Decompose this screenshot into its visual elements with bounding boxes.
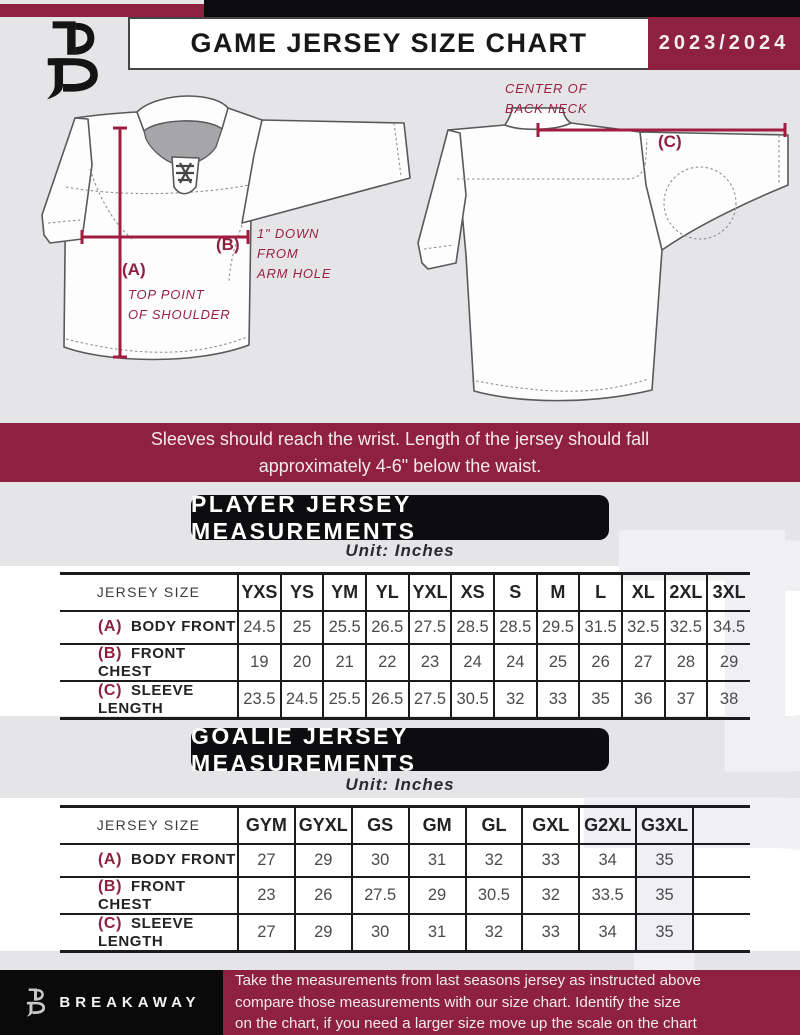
measure-key: (A) xyxy=(98,618,123,635)
measurement-row xyxy=(60,681,750,719)
measurement-value: 24 xyxy=(451,644,494,681)
measurement-row-label xyxy=(60,914,238,952)
measurement-value: 28.5 xyxy=(451,611,494,644)
size-column-header: YL xyxy=(366,574,409,611)
size-column-header: GYM xyxy=(238,807,295,844)
measurement-value: 36 xyxy=(622,681,665,719)
season-box xyxy=(648,17,800,70)
size-column-header: GYXL xyxy=(295,807,352,844)
footer-line1: Take the measurements from last seasons jersey as instructed above xyxy=(235,972,701,990)
size-column-header: YS xyxy=(281,574,324,611)
measurement-value xyxy=(693,877,750,914)
measurement-value: 32 xyxy=(466,844,523,877)
measure-label: SLEEVE LENGTH xyxy=(98,681,194,717)
measurement-value: 31.5 xyxy=(579,611,622,644)
measurement-value: 27 xyxy=(622,644,665,681)
measure-label: FRONT CHEST xyxy=(98,877,186,913)
measurement-row xyxy=(60,611,750,644)
player-unit-label: Unit: Inches xyxy=(345,541,455,560)
measure-key: (C) xyxy=(98,914,123,932)
measurement-value: 29.5 xyxy=(537,611,580,644)
measurement-value: 30 xyxy=(352,914,409,952)
measurement-value: 29 xyxy=(295,914,352,952)
size-column-header: GM xyxy=(409,807,466,844)
measurement-value: 25 xyxy=(537,644,580,681)
measurement-value: 27 xyxy=(238,844,295,877)
measurement-value: 38 xyxy=(707,681,750,719)
measurement-value: 27 xyxy=(238,914,295,952)
measurement-value: 26 xyxy=(295,877,352,914)
size-header-row xyxy=(60,574,750,611)
measurement-value: 35 xyxy=(636,877,693,914)
measurement-value: 32.5 xyxy=(622,611,665,644)
measurement-row xyxy=(60,914,750,952)
size-column-header: GXL xyxy=(522,807,579,844)
measurement-value: 27.5 xyxy=(409,681,452,719)
measurement-row-label xyxy=(60,844,238,877)
measure-label: FRONT CHEST xyxy=(98,644,186,680)
fit-instruction-banner xyxy=(0,423,800,482)
measurement-value: 34 xyxy=(579,914,636,952)
header-top-strip xyxy=(204,0,800,17)
size-column-header: M xyxy=(537,574,580,611)
measurement-value: 33 xyxy=(522,844,579,877)
goalie-section-heading: GOALIE JERSEY MEASUREMENTS xyxy=(191,728,609,771)
goalie-unit-label: Unit: Inches xyxy=(345,775,455,794)
measurement-value: 19 xyxy=(238,644,281,681)
brand-name: BREAKAWAY xyxy=(59,994,201,1011)
measurement-value: 29 xyxy=(409,877,466,914)
breakaway-logo-icon xyxy=(34,20,106,100)
size-column-header: GL xyxy=(466,807,523,844)
breakaway-logo-icon xyxy=(22,988,48,1017)
footer-line2: compare those measurements with our size chart. Identify the size xyxy=(235,993,681,1011)
measurement-value: 24 xyxy=(494,644,537,681)
measure-label: SLEEVE LENGTH xyxy=(98,914,194,950)
measurement-value: 26.5 xyxy=(366,611,409,644)
corner-label: JERSEY SIZE xyxy=(96,817,201,834)
measure-key: (B) xyxy=(98,644,123,662)
measurement-value: 23 xyxy=(409,644,452,681)
size-column-header: 3XL xyxy=(707,574,750,611)
measurement-value: 32 xyxy=(494,681,537,719)
measurement-value: 29 xyxy=(295,844,352,877)
measure-c-label: (C) xyxy=(658,132,682,151)
size-column-header: XL xyxy=(622,574,665,611)
size-column-header: XS xyxy=(451,574,494,611)
back-neck-note: CENTER OF BACK NECK xyxy=(505,81,588,117)
title-bar xyxy=(128,17,648,70)
measurement-value: 35 xyxy=(579,681,622,719)
measure-key: (C) xyxy=(98,681,123,699)
measurement-value: 31 xyxy=(409,914,466,952)
banner-line2: approximately 4-6" below the waist. xyxy=(258,455,542,476)
measurement-value: 33.5 xyxy=(579,877,636,914)
size-column-header: G2XL xyxy=(579,807,636,844)
measurement-value: 25 xyxy=(281,611,324,644)
measurement-value: 30 xyxy=(352,844,409,877)
measurement-value xyxy=(693,844,750,877)
measurement-value: 35 xyxy=(636,844,693,877)
measurement-value: 29 xyxy=(707,644,750,681)
measurement-value: 23.5 xyxy=(238,681,281,719)
measure-label: BODY FRONT xyxy=(131,851,236,868)
measure-label: BODY FRONT xyxy=(131,618,236,635)
measurement-value: 27.5 xyxy=(409,611,452,644)
footer-brand-box xyxy=(0,970,223,1035)
goalie-measurements-table xyxy=(60,805,750,953)
footer-instructions xyxy=(223,970,800,1035)
measurement-value: 34 xyxy=(579,844,636,877)
measurement-value: 24.5 xyxy=(281,681,324,719)
measurement-value xyxy=(693,914,750,952)
measurement-value: 33 xyxy=(522,914,579,952)
measure-key: (B) xyxy=(98,877,123,895)
measurement-value: 26 xyxy=(579,644,622,681)
measurement-value: 35 xyxy=(636,914,693,952)
size-column-header: G3XL xyxy=(636,807,693,844)
page-title: GAME JERSEY SIZE CHART xyxy=(190,28,588,58)
size-column-header: YXL xyxy=(409,574,452,611)
player-measurements-table xyxy=(60,572,750,720)
measurement-row xyxy=(60,644,750,681)
measurement-value: 32 xyxy=(466,914,523,952)
size-column-header: YM xyxy=(323,574,366,611)
measurement-value: 31 xyxy=(409,844,466,877)
measurement-value: 25.5 xyxy=(323,681,366,719)
size-column-header xyxy=(693,807,750,844)
measurement-value: 25.5 xyxy=(323,611,366,644)
measurement-value: 32.5 xyxy=(665,611,708,644)
measure-b-label: (B) xyxy=(216,235,240,254)
measurement-value: 26.5 xyxy=(366,681,409,719)
measurement-value: 24.5 xyxy=(238,611,281,644)
size-column-header: 2XL xyxy=(665,574,708,611)
measurement-value: 23 xyxy=(238,877,295,914)
measurement-row-label xyxy=(60,644,238,681)
size-column-header: GS xyxy=(352,807,409,844)
measurement-value: 28.5 xyxy=(494,611,537,644)
measure-key: (A) xyxy=(98,851,123,868)
shoulder-note: TOP POINT OF SHOULDER xyxy=(128,287,231,323)
measurement-value: 37 xyxy=(665,681,708,719)
footer xyxy=(0,970,800,1035)
measurement-value: 32 xyxy=(522,877,579,914)
measurement-value: 22 xyxy=(366,644,409,681)
measurement-value: 34.5 xyxy=(707,611,750,644)
arm-hole-note: 1" DOWN FROM ARM HOLE xyxy=(257,226,332,282)
measurement-value: 33 xyxy=(537,681,580,719)
measurement-value: 30.5 xyxy=(466,877,523,914)
size-column-header: S xyxy=(494,574,537,611)
corner-label: JERSEY SIZE xyxy=(96,584,201,601)
measurement-row-label xyxy=(60,877,238,914)
measurement-value: 28 xyxy=(665,644,708,681)
measurement-row-label xyxy=(60,611,238,644)
measurement-value: 21 xyxy=(323,644,366,681)
size-column-header: L xyxy=(579,574,622,611)
player-section-heading: PLAYER JERSEY MEASUREMENTS xyxy=(191,495,609,540)
measurement-value: 27.5 xyxy=(352,877,409,914)
footer-line3: on the chart, if you need a larger size move up the scale on the chart xyxy=(235,1015,697,1033)
header-top-strip-accent xyxy=(0,4,204,17)
size-column-header: YXS xyxy=(238,574,281,611)
measurement-value: 30.5 xyxy=(451,681,494,719)
measure-a-label: (A) xyxy=(122,260,146,279)
measurement-row xyxy=(60,877,750,914)
size-header-row xyxy=(60,807,750,844)
season-label: 2023/2024 xyxy=(658,32,790,54)
measurement-value: 20 xyxy=(281,644,324,681)
measurement-row xyxy=(60,844,750,877)
banner-line1: Sleeves should reach the wrist. Length of the jersey should fall xyxy=(150,428,650,449)
measurement-row-label xyxy=(60,681,238,719)
back-jersey-diagram xyxy=(400,95,796,407)
